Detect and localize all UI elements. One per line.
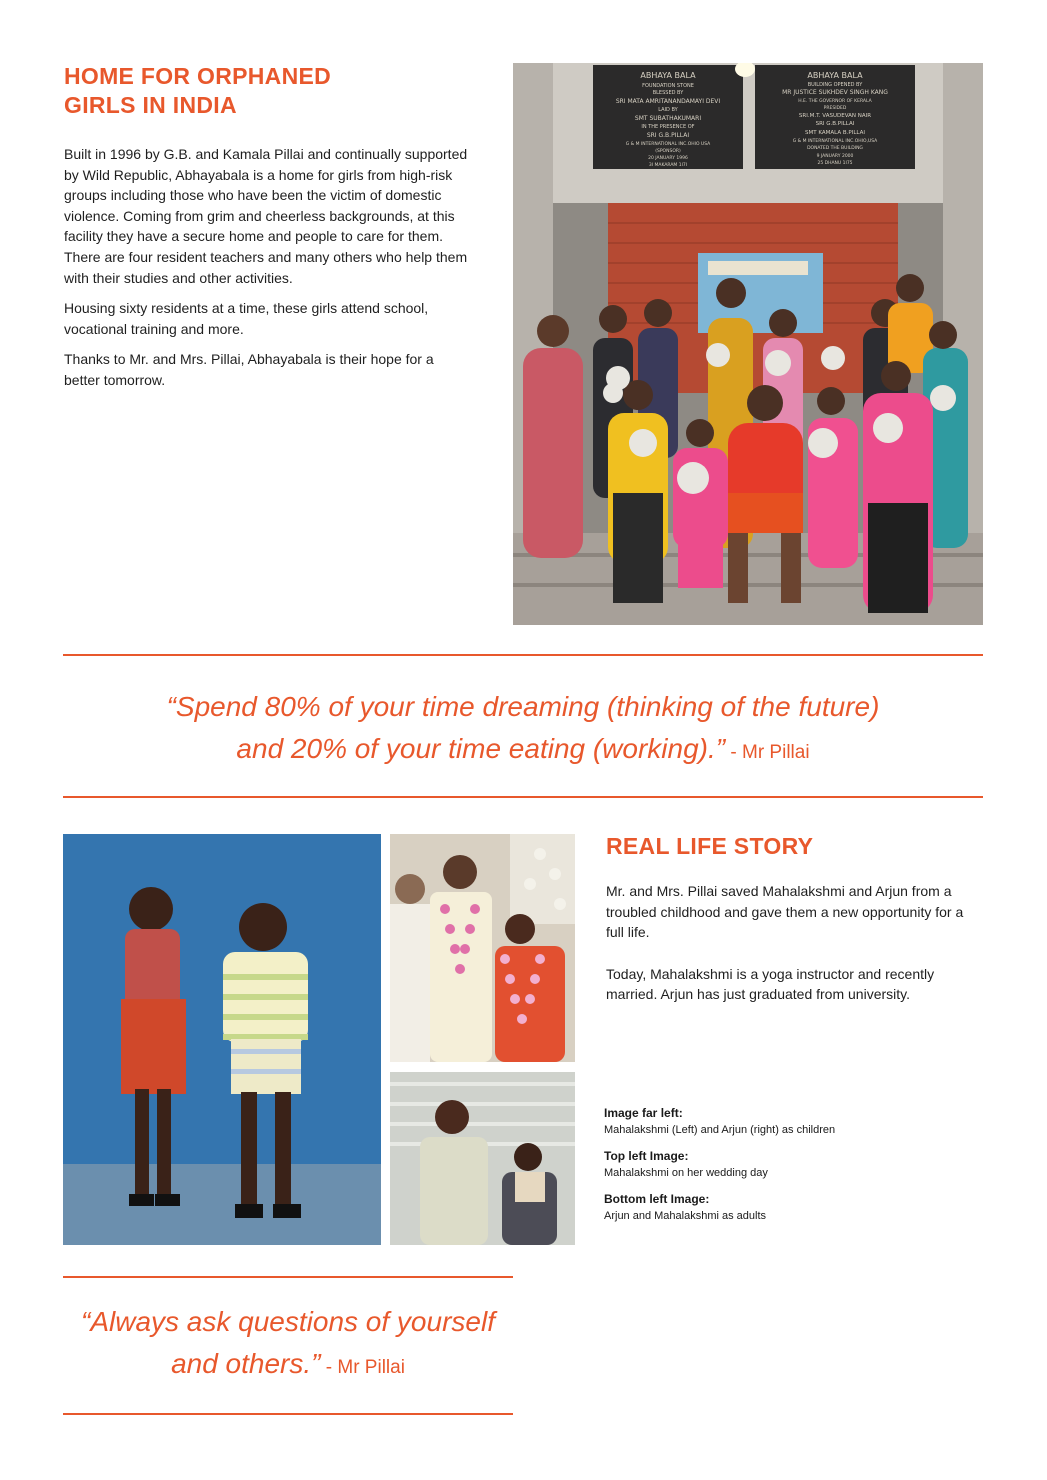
caption-title: Image far left: (604, 1106, 683, 1120)
paragraph: Thanks to Mr. and Mrs. Pillai, Abhayabala is their hope for a better tomorrow. (64, 351, 434, 388)
plaque-right-line: 9 JANUARY 2000 (816, 154, 854, 159)
section-heading (64, 62, 474, 120)
plaque-left (593, 65, 743, 169)
story-text (606, 881, 978, 1005)
section-heading: REAL LIFE STORY (606, 833, 814, 859)
wedding-photo (390, 834, 575, 1062)
divider-line (63, 1413, 513, 1415)
plaque-right-title: ABHAYA BALA (807, 71, 863, 80)
plaque-right-line: SRI G.B.PILLAI (815, 121, 855, 127)
plaque-left-line: IN THE PRESENCE OF (641, 124, 695, 130)
paragraph: Housing sixty residents at a time, these girls attend school, vocational training and more. (64, 300, 429, 337)
caption-title: Bottom left Image: (604, 1192, 710, 1206)
caption-text: Mahalakshmi on her wedding day (604, 1167, 768, 1179)
plaque-left-line: SRI G.B.PILLAI (646, 132, 690, 139)
intro-text (64, 144, 468, 391)
plaque-left-title: ABHAYA BALA (640, 71, 696, 80)
quote-attribution: - Mr Pillai (320, 1357, 405, 1378)
plaque-right-line: PRESIDED (823, 106, 847, 111)
divider-line (63, 654, 983, 656)
plaque-left-line: SMT SUBATHAKUMARI (634, 115, 702, 122)
plaque-right-line: DONATED THE BUILDING (807, 146, 863, 151)
caption-text: Arjun and Mahalakshmi as adults (604, 1210, 767, 1222)
plaque-right-line: BUILDING OPENED BY (807, 82, 863, 88)
plaque-right-line: H.E. THE GOVERNOR OF KERALA (798, 99, 872, 104)
plaque-left-line: BLESSED BY (652, 90, 684, 96)
caption-title: Top left Image: (604, 1149, 689, 1163)
divider-line (63, 796, 983, 798)
pull-quote (63, 1301, 513, 1389)
plaque-right-line: MR JUSTICE SUKHDEV SINGH KANG (782, 89, 888, 96)
quote-line-2: and others.” (171, 1348, 321, 1379)
quote-line-1: “Spend 80% of your time dreaming (thinking of the future) (166, 691, 880, 722)
pull-quote (63, 686, 983, 774)
divider-line (63, 1276, 513, 1278)
paragraph: Built in 1996 by G.B. and Kamala Pillai and continually supported by Wild Republic, Abhayabala is a home for girls from high-risk groups including those who have been the victim of domestic violence. Coming from grim and cheerless backgrounds, at this facility they have a secure home and people to care for them. There are four resident teachers and many others who help them with their studies and other activities. (64, 146, 468, 286)
group-photo (513, 63, 983, 625)
section-real-life-story (606, 832, 986, 1015)
image-captions (604, 1105, 984, 1234)
paragraph: Mr. and Mrs. Pillai saved Mahalakshmi and Arjun from a troubled childhood and gave them a new opportunity for a full life. (606, 883, 964, 941)
paragraph: Today, Mahalakshmi is a yoga instructor and recently married. Arjun has just graduated from university. (606, 965, 935, 1003)
quote-line-2: and 20% of your time eating (working).” (236, 733, 726, 764)
plaque-left-line: 3I MAKARAM 1I7I (648, 163, 688, 168)
plaque-left-line: G & M INTERNATIONAL INC.OHIO USA (625, 142, 711, 147)
plaque-left-line: FOUNDATION STONE (642, 83, 694, 89)
plaque-right-line: SRI.M.T. VASUDEVAN NAIR (798, 113, 872, 119)
heading-line-2: GIRLS IN INDIA (64, 92, 237, 118)
plaque-right (755, 65, 915, 169)
children-photo (63, 834, 381, 1245)
quote-line-1: “Always ask questions of yourself (81, 1306, 495, 1337)
quote-line-2-wrap (63, 728, 983, 774)
plaque-right-line: 25 DHANU 1I75 (817, 161, 853, 166)
plaque-left-line: SRI MATA AMRITANANDAMAYI DEVI (615, 98, 721, 105)
section-home-for-girls (64, 62, 474, 401)
caption-text: Mahalakshmi (Left) and Arjun (right) as children (604, 1124, 836, 1136)
plaque-right-line: SMT KAMALA B.PILLAI (805, 130, 865, 136)
heading-line-1: HOME FOR ORPHANED (64, 63, 332, 89)
plaque-left-line: LAID BY (658, 107, 678, 113)
adults-photo (390, 1072, 575, 1245)
quote-attribution: - Mr Pillai (725, 742, 810, 763)
plaque-right-line: G & M INTERNATIONAL INC.OHIO,USA (792, 139, 878, 144)
plaque-left-line: 20 JANUARY 1996 (648, 156, 688, 161)
quote-line-2-wrap (63, 1343, 513, 1389)
plaque-left-line: (SPONSOR) (655, 149, 681, 154)
